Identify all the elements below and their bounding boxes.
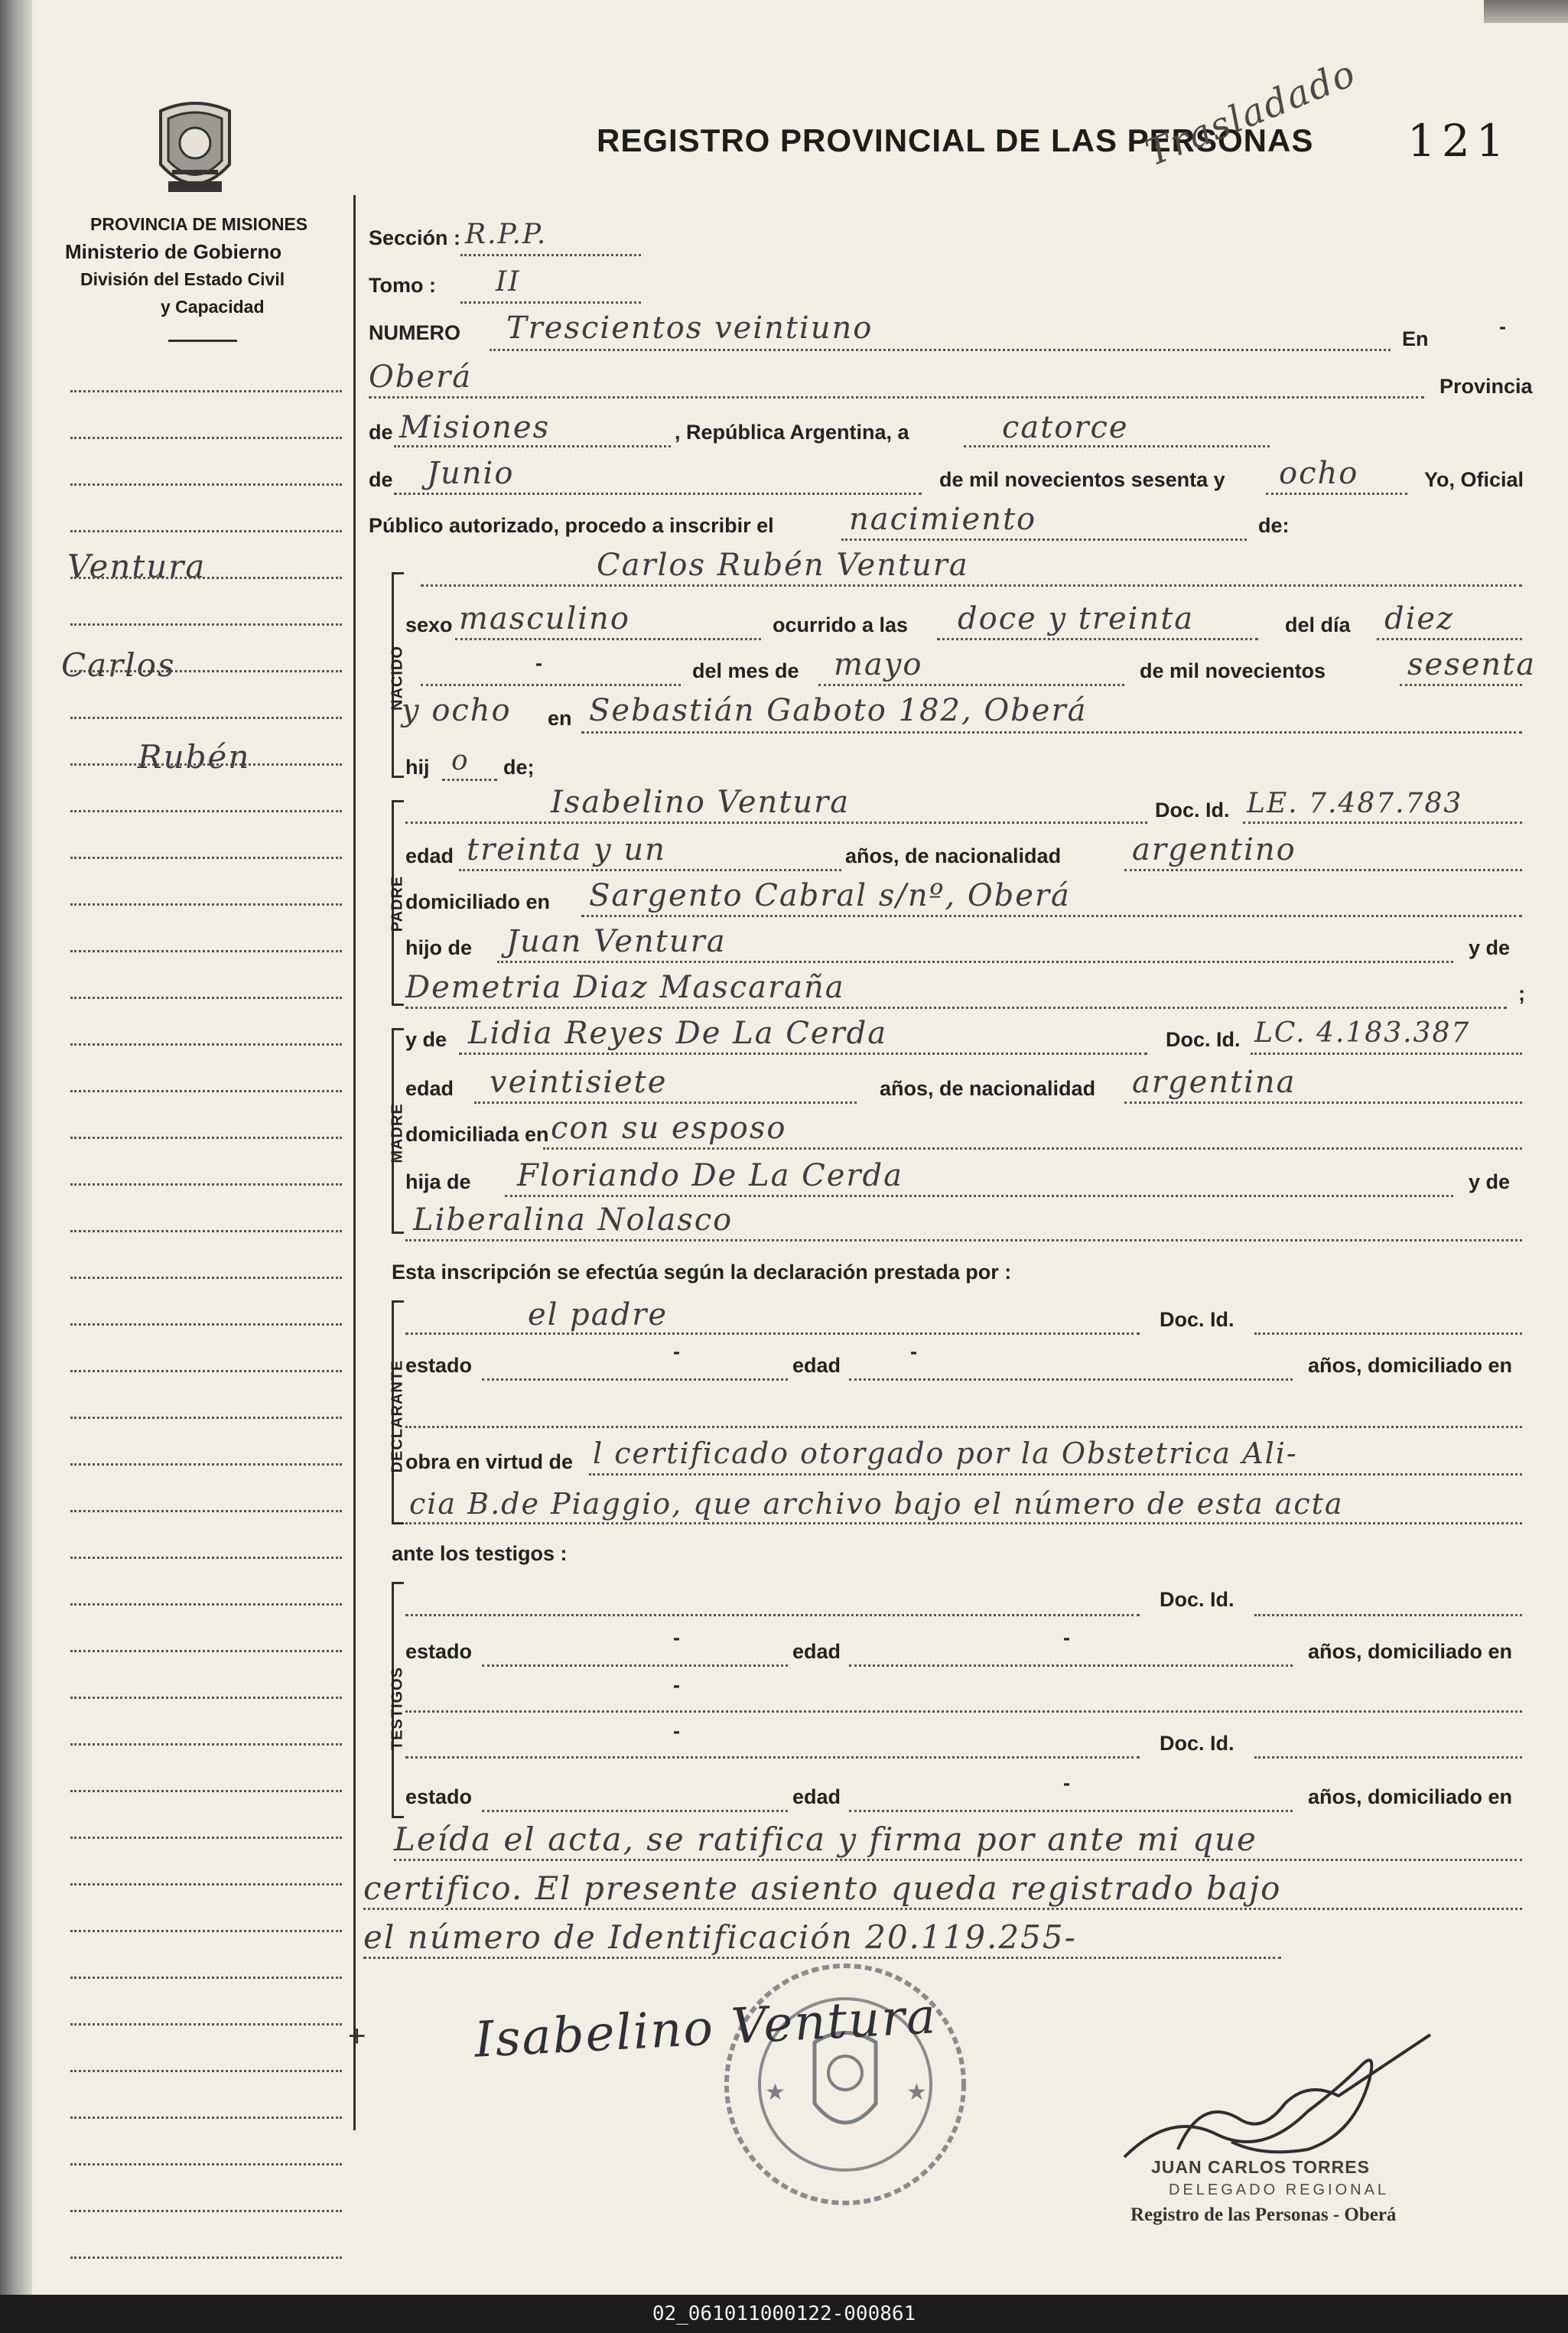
father-address-value: Sargento Cabral s/nº, Oberá (589, 878, 1071, 913)
margin-ruled-line (70, 483, 342, 486)
mother-edad-label: edad (405, 1077, 454, 1100)
numero-label: NUMERO (369, 321, 460, 344)
seccion-value: R.P.P. (465, 219, 548, 250)
province-line (394, 445, 671, 447)
birth-place-en-label: en (548, 707, 572, 730)
maternal-grandfather-value: Floriando De La Cerda (517, 1158, 903, 1193)
father-hijo-de-label: hijo de (405, 936, 472, 959)
birth-month-value: mayo (834, 647, 923, 682)
margin-ruled-line (70, 1557, 342, 1559)
obra-line-2 (405, 1522, 1522, 1524)
mother-hija-de-label: hija de (405, 1170, 471, 1193)
dash-line (421, 684, 681, 686)
page-corner (1484, 0, 1568, 23)
provincia-label: Provincia (1440, 375, 1533, 398)
sexo-line (455, 638, 761, 640)
mother-age-line (474, 1101, 857, 1104)
margin-ruled-line (70, 1837, 342, 1839)
paternal-grandmother-line (405, 1007, 1507, 1009)
place-value: Oberá (369, 360, 473, 395)
svg-text:★: ★ (765, 2079, 786, 2106)
obra-line-1 (589, 1473, 1522, 1476)
official-name: JUAN CARLOS TORRES (1151, 2157, 1370, 2177)
bracket-tick (392, 1232, 404, 1234)
closing-rule-2 (363, 1908, 1522, 1910)
closing-line-2: certifico. El presente asiento queda registrado bajo (363, 1869, 1282, 1907)
seccion-line (460, 254, 641, 256)
book-binding (0, 0, 32, 2295)
margin-ruled-line (70, 1090, 342, 1092)
ministry-label: Ministerio de Gobierno (65, 240, 282, 263)
province-label: PROVINCIA DE MISIONES (90, 214, 308, 234)
margin-ruled-line (70, 1043, 342, 1046)
witness2-doc-label: Doc. Id. (1160, 1732, 1235, 1755)
bracket-tick (392, 800, 404, 802)
witness1-edad-label: edad (792, 1640, 841, 1663)
margin-ruled-line (70, 717, 342, 719)
margin-ruled-line (70, 2210, 342, 2212)
father-address-line (581, 915, 1522, 917)
declarant-estado-line (482, 1378, 788, 1381)
margin-note-surname: Ventura (67, 548, 207, 585)
margin-ruled-line (70, 1137, 342, 1139)
hijo-line (442, 779, 497, 781)
margin-ruled-line (70, 1230, 342, 1232)
declarant-edad-line (849, 1378, 1293, 1381)
margin-ruled-line (70, 1650, 342, 1652)
witness1-estado-dash: - (673, 1626, 680, 1649)
father-age-value: treinta y un (467, 832, 666, 867)
mother-nacionalidad-label: años, de nacionalidad (880, 1077, 1096, 1100)
obra-value-line2: cia B.de Piaggio, que archivo bajo el número de esta acta (409, 1487, 1344, 1521)
margin-ruled-line (70, 2257, 342, 2259)
mother-name-line (459, 1053, 1147, 1055)
birth-year-part1: sesenta (1407, 647, 1537, 682)
margin-ruled-line (70, 2163, 342, 2165)
signature-cross: + (348, 2019, 366, 2053)
declarant-anos-label: años, domiciliado en (1308, 1354, 1513, 1377)
bracket-tick (392, 1816, 404, 1818)
hijo-label: hij (405, 756, 430, 779)
witness1-anos-label: años, domiciliado en (1308, 1640, 1513, 1663)
numero-value: Trescientos veintiuno (506, 311, 873, 346)
witness1-estado-label: estado (405, 1640, 473, 1663)
declarante-section-label: DECLARANTE (389, 1359, 406, 1473)
numero-line (490, 349, 1391, 351)
witness1-address-line (405, 1710, 1522, 1713)
father-nacionalidad-label: años, de nacionalidad (845, 844, 1062, 867)
province-value: Misiones (399, 410, 551, 445)
margin-ruled-line (70, 390, 342, 392)
maternal-grandfather-line (505, 1195, 1453, 1197)
witness1-name-line (405, 1614, 1140, 1616)
bracket-tick (392, 1582, 404, 1584)
nacido-section-label: NACIDO (389, 646, 406, 711)
margin-ruled-line (70, 2117, 342, 2119)
margin-ruled-line (70, 997, 342, 999)
margin-ruled-line (70, 1277, 342, 1279)
mother-domiciliada-label: domiciliada en (405, 1123, 549, 1146)
birth-year-line (1400, 684, 1522, 686)
year-value: ocho (1279, 456, 1359, 491)
margin-ruled-line (70, 1323, 342, 1326)
declarant-doc-label: Doc. Id. (1160, 1308, 1235, 1331)
birth-time-line (937, 638, 1258, 640)
paternal-grandmother-value: Demetria Diaz Mascaraña (405, 970, 845, 1005)
witness1-doc-line (1254, 1614, 1522, 1616)
month-line (394, 493, 922, 495)
margin-ruled-line (70, 670, 342, 672)
place-line (369, 396, 1424, 399)
mil-novecientos-label: de mil novecientos (1140, 659, 1326, 682)
division-label-2: y Capacidad (161, 297, 265, 317)
birth-time-value: doce y treinta (958, 601, 1195, 636)
birth-month-line (818, 684, 1124, 686)
image-id-footer: 02_061011000122-000861 (0, 2295, 1568, 2333)
witness2-name-dash: - (673, 1720, 680, 1742)
father-edad-label: edad (405, 844, 454, 867)
mother-nationality-line (1124, 1101, 1522, 1104)
declarant-value: el padre (528, 1297, 669, 1332)
witness2-name-line (405, 1756, 1140, 1759)
declaracion-intro-label: Esta inscripción se efectúa según la declaración prestada por : (392, 1261, 1012, 1284)
margin-ruled-line (70, 1930, 342, 1932)
mother-age-value: veintisiete (490, 1065, 668, 1100)
svg-text:★: ★ (906, 2079, 927, 2106)
margin-ruled-line (70, 1883, 342, 1886)
declarant-estado-value: - (673, 1340, 680, 1363)
bracket-tick (392, 1300, 404, 1303)
closing-line-3: el número de Identificación 20.119.255- (363, 1918, 1077, 1956)
margin-ruled-line (70, 763, 342, 766)
year-label: de mil novecientos sesenta y (939, 468, 1225, 491)
hijo-suffix-value: o (451, 745, 470, 776)
semicolon: ; (1518, 982, 1525, 1005)
tomo-value: II (496, 266, 521, 298)
margin-ruled-line (70, 1463, 342, 1466)
mes-label: del mes de (692, 659, 799, 682)
margin-ruled-line (70, 810, 342, 812)
birth-day-line (1377, 638, 1522, 640)
margin-ruled-line (70, 1510, 342, 1512)
witness1-doc-label: Doc. Id. (1160, 1588, 1235, 1611)
mother-y-de-label: y de (405, 1028, 447, 1051)
father-age-line (459, 869, 841, 871)
publico-label: Público autorizado, procedo a inscribir el (369, 514, 774, 537)
page-title: REGISTRO PROVINCIAL DE LAS PERSONAS (597, 122, 1314, 158)
margin-ruled-line (70, 857, 342, 859)
father-name-value: Isabelino Ventura (551, 785, 851, 820)
mother-y-de-label-2: y de (1469, 1170, 1511, 1193)
witness1-estado-line (482, 1664, 788, 1667)
witness2-edad-dash: - (1063, 1772, 1070, 1794)
margin-ruled-line (70, 1417, 342, 1419)
en-label: En (1402, 327, 1429, 350)
header-rule (168, 340, 237, 342)
paternal-grandfather-value: Juan Ventura (506, 924, 727, 959)
father-name-line (405, 822, 1147, 824)
margin-note-first-name: Carlos (61, 646, 176, 684)
ante-testigos-label: ante los testigos : (392, 1542, 568, 1565)
bracket-tick (392, 1028, 404, 1030)
maternal-grandmother-value: Liberalina Nolasco (413, 1202, 734, 1238)
margin-ruled-line (70, 1790, 342, 1792)
margin-ruled-line (70, 1697, 342, 1699)
official-title: DELEGADO REGIONAL (1169, 2182, 1390, 2198)
madre-section-label: MADRE (389, 1103, 406, 1163)
margin-ruled-line (70, 2023, 342, 2026)
tomo-line (460, 301, 641, 304)
witness2-estado-label: estado (405, 1785, 473, 1808)
margin-ruled-line (70, 623, 342, 626)
birth-year-part2: y ocho (402, 693, 512, 728)
margin-ruled-line (70, 1977, 342, 1979)
padre-section-label: PADRE (389, 875, 406, 932)
declarant-signature: Isabelino Ventura (473, 1988, 939, 2069)
father-y-de-label: y de (1469, 936, 1511, 959)
child-name-line (421, 584, 1522, 587)
mother-doc-value: LC. 4.183.387 (1254, 1017, 1471, 1049)
margin-note-middle-name: Rubén (138, 738, 251, 776)
father-nationality-line (1124, 869, 1522, 871)
sexo-value: masculino (459, 601, 630, 636)
official-office: Registro de las Personas - Oberá (1130, 2204, 1397, 2225)
hijo-de-label: de; (503, 756, 535, 779)
mother-address-line (543, 1147, 1522, 1150)
act-type-line (841, 539, 1247, 541)
birth-address-value: Sebastián Gaboto 182, Oberá (589, 693, 1088, 728)
margin-ruled-line (70, 2070, 342, 2072)
republica-label: , República Argentina, a (675, 421, 909, 444)
margin-ruled-line (70, 903, 342, 906)
division-label: División del Estado Civil (80, 269, 285, 289)
mother-address-value: con su esposo (551, 1111, 787, 1146)
declarant-doc-line (1254, 1332, 1522, 1335)
maternal-grandmother-line (405, 1239, 1522, 1241)
page-number: 121 (1407, 115, 1511, 167)
mother-doc-line (1251, 1053, 1522, 1055)
bracket-tick (392, 572, 404, 574)
father-domiciliado-label: domiciliado en (405, 890, 551, 913)
declarant-edad-label: edad (792, 1354, 841, 1377)
bracket-tick (392, 1522, 404, 1524)
seccion-label: Sección : (369, 226, 461, 249)
witness2-anos-label: años, domiciliado en (1308, 1785, 1513, 1808)
margin-ruled-line (70, 1370, 342, 1372)
month-value: Junio (427, 456, 515, 491)
father-doc-value: LE. 7.487.783 (1247, 788, 1463, 819)
declarant-address-line (405, 1426, 1522, 1428)
official-signature (1109, 2019, 1446, 2172)
closing-rule-1 (394, 1859, 1522, 1861)
witness2-doc-line (1254, 1756, 1522, 1759)
mother-name-value: Lidia Reyes De La Cerda (468, 1016, 888, 1051)
bracket-tick (392, 776, 404, 778)
paternal-grandfather-line (497, 961, 1453, 963)
witness2-estado-line (482, 1810, 788, 1812)
bracket-tick (392, 1004, 404, 1006)
sexo-label: sexo (405, 613, 453, 636)
day-line (964, 445, 1270, 447)
transfer-margin-stamp: Trasladado (1140, 51, 1363, 175)
margin-ruled-line (70, 577, 342, 579)
del-dia-label: del día (1285, 613, 1351, 636)
de-label: de (369, 421, 393, 444)
margin-ruled-line (70, 1603, 342, 1606)
margin-ruled-line (70, 950, 342, 952)
father-doc-label: Doc. Id. (1155, 799, 1230, 822)
mother-doc-label: Doc. Id. (1166, 1028, 1241, 1051)
de-month-label: de (369, 468, 393, 491)
witness1-edad-line (849, 1664, 1293, 1667)
testigos-section-label: TESTIGOS (389, 1666, 406, 1751)
margin-column-rule (353, 195, 356, 2130)
tomo-label: Tomo : (369, 274, 436, 297)
father-nationality-value: argentino (1132, 832, 1296, 867)
child-name-value: Carlos Rubén Ventura (597, 548, 969, 583)
witness1-edad-dash: - (1063, 1626, 1070, 1649)
margin-ruled-line (70, 530, 342, 532)
margin-ruled-line (70, 437, 342, 439)
year-line (1266, 493, 1407, 495)
mother-nationality-value: argentina (1132, 1065, 1296, 1100)
declarant-edad-value: - (910, 1340, 917, 1363)
act-type-value: nacimiento (849, 502, 1037, 537)
closing-line-1: Leída el acta, se ratifica y firma por ante mi que (394, 1821, 1257, 1858)
witness-address-dash: - (673, 1674, 680, 1697)
witness2-edad-line (849, 1810, 1293, 1812)
provincial-crest-icon (145, 96, 245, 203)
witness2-edad-label: edad (792, 1785, 841, 1808)
en-value: - (1499, 315, 1506, 338)
obra-value-line1: l certificado otorgado por la Obstetrica Ali- (593, 1437, 1298, 1470)
father-doc-line (1243, 822, 1522, 824)
nacido-dash: - (535, 652, 542, 675)
birth-address-line (581, 731, 1522, 734)
margin-ruled-line (70, 1183, 342, 1186)
yo-oficial-label: Yo, Oficial (1424, 468, 1524, 491)
margin-ruled-line (70, 1743, 342, 1746)
day-value: catorce (1002, 410, 1129, 445)
declarant-line (405, 1332, 1140, 1335)
declarant-estado-label: estado (405, 1354, 473, 1377)
obra-label: obra en virtud de (405, 1450, 574, 1473)
de-colon-label: de: (1258, 514, 1290, 537)
ocurrido-label: ocurrido a las (773, 613, 909, 636)
birth-day-value: diez (1384, 601, 1455, 636)
